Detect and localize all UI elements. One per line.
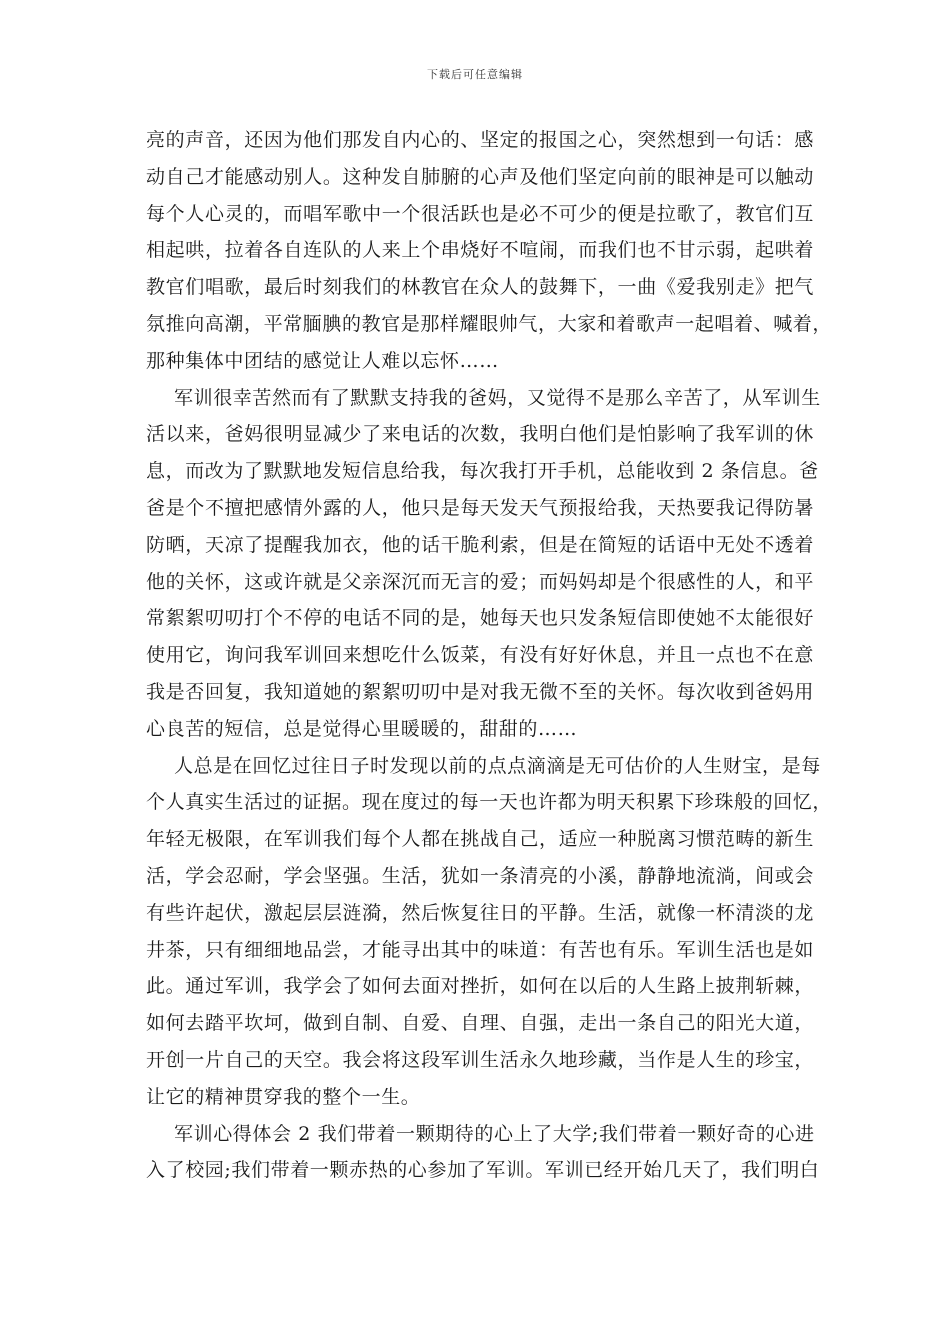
text-line: 入了校园;我们带着一颗赤热的心参加了军训。军训已经开始几天了，我们明白 [146,1159,820,1182]
paragraph [146,380,821,748]
paragraph [146,748,833,1116]
text-line: 氛推向高潮，平常腼腆的教官是那样耀眼帅气，大家和着歌声一起唱着、喊着， [146,312,833,335]
text-line: 那种集体中团结的感觉让人难以忘怀…… [146,349,499,372]
text-line: 常絮絮叨叨打个不停的电话不同的是，她每天也只发条短信即使她不太能很好 [146,607,814,630]
text-line: 井茶，只有细细地品尝，才能寻出其中的味道：有苦也有乐。军训生活也是如 [146,938,814,961]
text-line: 有些许起伏，激起层层涟漪，然后恢复往日的平静。生活，就像一杯清淡的龙 [146,901,814,924]
text-line: 此。通过军训，我学会了如何去面对挫折，如何在以后的人生路上披荆斩棘， [146,975,814,998]
text-line: 防晒，天凉了提醒我加衣，他的话干脆利索，但是在简短的话语中无处不透着 [146,533,814,556]
text-line: 如何去踏平坎坷，做到自制、自爱、自理、自强，走出一条自己的阳光大道， [146,1012,814,1035]
text-line: 活以来，爸妈很明显减少了来电话的次数，我明白他们是怕影响了我军训的休 [146,423,814,446]
text-line: 息，而改为了默默地发短信息给我，每次我打开手机，总能收到 2 条信息。爸 [146,460,819,483]
text-line: 相起哄，拉着各自连队的人来上个串烧好不喧闹，而我们也不甘示弱，起哄着 [146,239,814,262]
text-line: 爸是个不擅把感情外露的人，他只是每天发天气预报给我，天热要我记得防暑 [146,496,814,519]
paragraph [146,122,833,380]
text-line: 年轻无极限，在军训我们每个人都在挑战自己，适应一种脱离习惯范畴的新生 [146,828,814,851]
page-header: 下载后可任意编辑 [427,68,523,81]
document-body [146,122,833,1189]
text-line: 他的关怀，这或许就是父亲深沉而无言的爱；而妈妈却是个很感性的人，和平 [146,570,814,593]
text-line: 心良苦的短信，总是觉得心里暖暖的，甜甜的…… [146,717,578,740]
text-line: 人总是在回忆过往日子时发现以前的点点滴滴是无可估价的人生财宝，是每 [174,754,821,777]
text-line: 使用它，询问我军训回来想吃什么饭菜，有没有好好休息，并且一点也不在意 [146,644,814,667]
text-line: 每个人心灵的，而唱军歌中一个很活跃也是必不可少的便是拉歌了，教官们互 [146,202,814,225]
text-line: 亮的声音，还因为他们那发自内心的、坚定的报国之心，突然想到一句话：感 [146,129,814,151]
text-line: 动自己才能感动别人。这种发自肺腑的心声及他们坚定向前的眼神是可以触动 [146,165,814,188]
text-line: 让它的精神贯穿我的整个一生。 [146,1085,421,1108]
text-line: 军训很幸苦然而有了默默支持我的爸妈，又觉得不是那么辛苦了，从军训生 [174,386,821,409]
text-line: 军训心得体会 2 我们带着一颗期待的心上了大学;我们带着一颗好奇的心进 [174,1122,815,1145]
text-line: 我是否回复，我知道她的絮絮叨叨中是对我无微不至的关怀。每次收到爸妈用 [146,680,814,703]
paragraph [146,1116,820,1190]
text-line: 活，学会忍耐，学会坚强。生活，犹如一条清亮的小溪，静静地流淌，间或会 [146,864,814,887]
text-line: 个人真实生活过的证据。现在度过的每一天也许都为明天积累下珍珠般的回忆， [146,791,833,814]
text-line: 开创一片自己的天空。我会将这段军训生活永久地珍藏，当作是人生的珍宝， [146,1048,814,1071]
text-line: 教官们唱歌，最后时刻我们的林教官在众人的鼓舞下，一曲《爱我别走》把气 [146,276,814,299]
